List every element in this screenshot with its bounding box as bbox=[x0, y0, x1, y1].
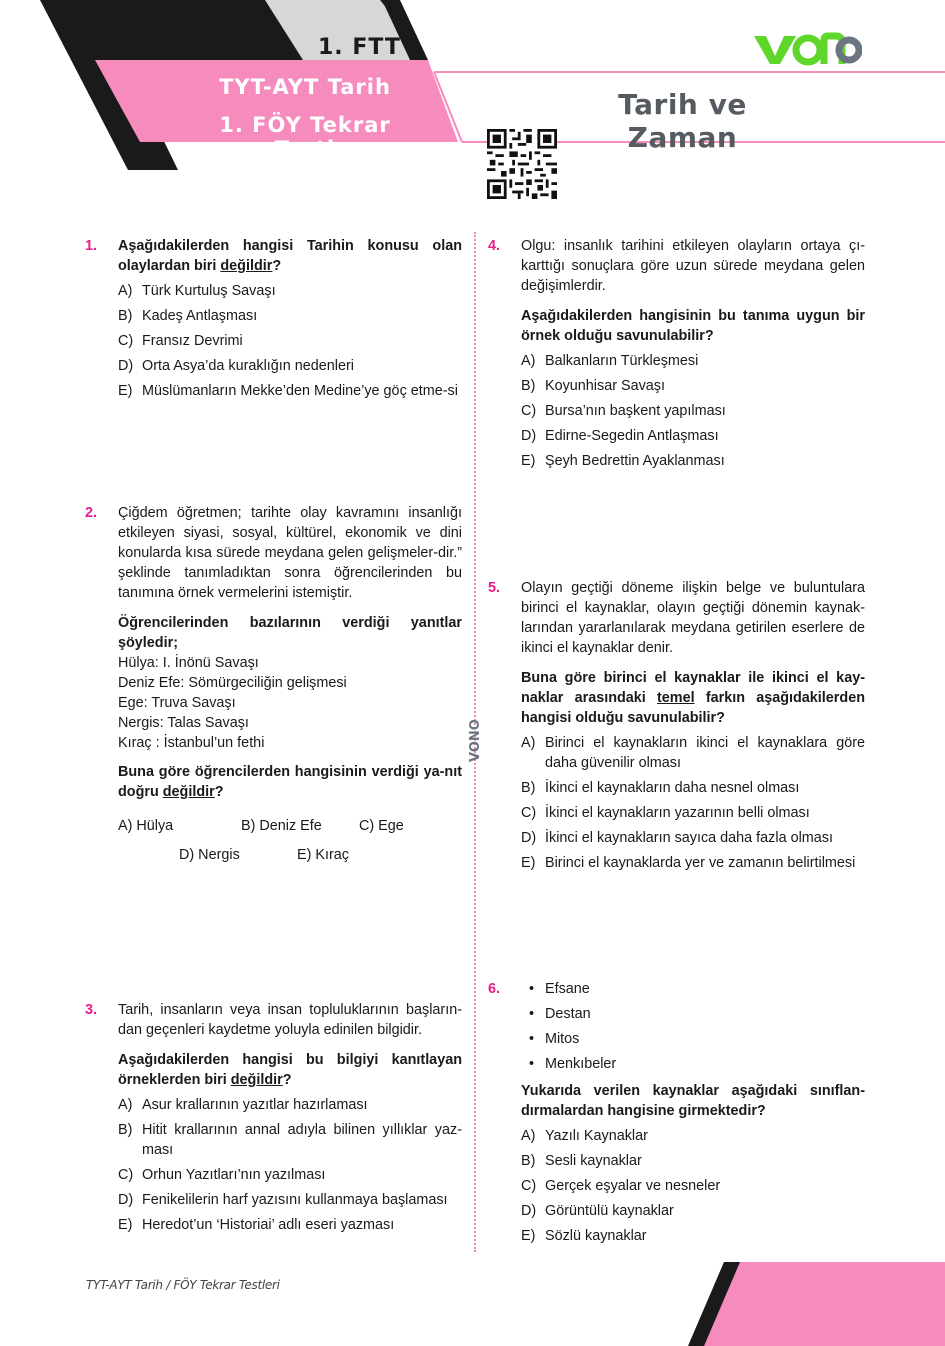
option-letter: E) bbox=[521, 453, 536, 469]
option-letter: C) bbox=[118, 1167, 134, 1183]
question-intro: Tarih, insanların veya insan topluluklarının başların-dan geçenleri kaydetme yoluyla edinilen bilgidir. bbox=[118, 1002, 462, 1038]
side-logo: VONO bbox=[468, 719, 483, 762]
question-intro: Olayın geçtiği döneme ilişkin belge ve buluntulara birinci el kaynaklar, olayın geçtiği dönemin kaynak-larından yararlanılarak meydana getirilen eserlere de ikinci el kaynaklar denir. bbox=[521, 580, 865, 656]
option-c[interactable] bbox=[521, 803, 865, 823]
source-item: • Efsane bbox=[521, 979, 865, 999]
option-letter: D) bbox=[118, 1192, 134, 1208]
option-b[interactable] bbox=[521, 376, 865, 396]
question-number: 5. bbox=[488, 580, 501, 596]
footer-corner-graphics bbox=[680, 1262, 945, 1346]
option-text: Bursa’nın başkent yapılması bbox=[545, 403, 726, 419]
question-3 bbox=[85, 1000, 462, 1235]
option-letter: B) bbox=[521, 780, 536, 796]
student-answer-4: Nergis: Talas Savaşı bbox=[118, 715, 249, 731]
option-a[interactable] bbox=[521, 733, 865, 773]
option-text: Heredot’un ‘Historiai’ adlı eseri yazması bbox=[142, 1217, 395, 1233]
question-intro: Olgu: insanlık tarihini etkileyen olayların ortaya çı-karttığı sonuçlara göre uzun sürede meydana gelen değişimlerdir. bbox=[521, 238, 865, 294]
stem-emphasis: değildir bbox=[162, 784, 215, 800]
option-text: Orta Asya’da kuraklığın nedenleri bbox=[142, 358, 354, 374]
question-number: 6. bbox=[488, 981, 501, 997]
option-text: Şeyh Bedrettin Ayaklanması bbox=[545, 453, 725, 469]
question-stem bbox=[521, 668, 865, 728]
option-letter: B) bbox=[118, 308, 133, 324]
stem-text: Buna göre birinci el kaynaklar ile ikinci el kay-naklar arasındaki bbox=[521, 670, 865, 706]
option-text: İkinci el kaynakların sayıca daha fazla olması bbox=[545, 830, 833, 846]
option-b[interactable]: B) Deniz Efe bbox=[241, 818, 322, 834]
vono-logo-mark bbox=[752, 28, 862, 70]
option-text: Kadeş Antlaşması bbox=[142, 308, 258, 324]
question-stem bbox=[118, 236, 462, 276]
option-letter: D) bbox=[521, 428, 537, 444]
option-d[interactable] bbox=[118, 356, 462, 376]
option-d[interactable]: D) Nergis bbox=[179, 847, 240, 863]
option-text: Türk Kurtuluş Savaşı bbox=[142, 283, 276, 299]
option-a[interactable] bbox=[118, 1095, 462, 1115]
stem-end: ? bbox=[272, 258, 282, 274]
stem-emphasis: değildir bbox=[230, 1072, 283, 1088]
option-letter: E) bbox=[521, 1228, 536, 1244]
stem-text: Buna göre öğrencilerden hangisinin verdiği ya-nıt doğru bbox=[118, 764, 462, 800]
option-d[interactable] bbox=[521, 426, 865, 446]
option-letter: C) bbox=[521, 805, 537, 821]
option-d[interactable] bbox=[521, 828, 865, 848]
source-item: • Mitos bbox=[521, 1029, 865, 1049]
option-letter: A) bbox=[521, 1128, 536, 1144]
option-b[interactable] bbox=[118, 306, 462, 326]
option-letter: A) bbox=[118, 1097, 133, 1113]
question-intro: Çiğdem öğretmen; tarihte olay kavramını insanlığı etkileyen siyasi, sosyal, kültürel, ekonomik ve dini konularda kısa sürede meydana gelen gelişmeler-dir.” şeklinde tanımladıktan sonra öğrencilerinden bu tanımına örnek vermelerini istemiştir. bbox=[118, 505, 462, 601]
option-letter: C) bbox=[521, 403, 537, 419]
banner-subtitle: 1. FÖY Tekrar Testi bbox=[219, 113, 391, 161]
option-letter: B) bbox=[521, 1153, 536, 1169]
vono-logo bbox=[752, 28, 862, 79]
option-a[interactable] bbox=[521, 351, 865, 371]
question-number: 2. bbox=[85, 505, 98, 521]
option-text: Balkanların Türkleşmesi bbox=[545, 353, 699, 369]
stem-end: farkın aşağıdakilerden hangisi olduğu savunulabilir? bbox=[521, 690, 865, 726]
question-4 bbox=[488, 236, 865, 471]
option-letter: A) bbox=[521, 735, 536, 751]
footer-text: TYT-AYT Tarih / FÖY Tekrar Testleri bbox=[86, 1278, 280, 1292]
option-letter: E) bbox=[118, 1217, 133, 1233]
test-code: 1. FTT bbox=[318, 35, 401, 60]
option-text: İkinci el kaynakların daha nesnel olması bbox=[545, 780, 800, 796]
option-c[interactable] bbox=[521, 401, 865, 421]
option-letter: C) bbox=[118, 333, 134, 349]
stem-text: Aşağıdakilerden hangisi Tarihin konusu olan olaylardan biri bbox=[118, 238, 462, 274]
pink-corner bbox=[700, 1262, 945, 1346]
source-item: • Destan bbox=[521, 1004, 865, 1024]
stem-emphasis: değildir bbox=[220, 258, 273, 274]
question-stem bbox=[118, 1050, 462, 1090]
question-1 bbox=[85, 236, 462, 401]
option-e[interactable] bbox=[521, 853, 865, 873]
option-a[interactable] bbox=[118, 281, 462, 301]
question-lead: Öğrencilerinden bazılarının verdiği yanıtlar şöyledir; bbox=[118, 615, 462, 651]
student-answer-3: Ege: Truva Savaşı bbox=[118, 695, 236, 711]
qr-code[interactable] bbox=[487, 129, 557, 199]
question-number: 1. bbox=[85, 238, 98, 254]
option-text: Fransız Devrimi bbox=[142, 333, 243, 349]
option-text: Yazılı Kaynaklar bbox=[545, 1128, 648, 1144]
stem-end: ? bbox=[282, 1072, 292, 1088]
option-text: İkinci el kaynakların yazarının belli olması bbox=[545, 805, 810, 821]
options-row-1 bbox=[118, 816, 462, 836]
option-text: Asur krallarının yazıtlar hazırlaması bbox=[142, 1097, 368, 1113]
option-b[interactable] bbox=[521, 778, 865, 798]
option-text: Sesli kaynaklar bbox=[545, 1153, 642, 1169]
topic-title: Tarih ve Zaman bbox=[618, 88, 747, 154]
option-d[interactable] bbox=[521, 1201, 865, 1221]
option-e[interactable] bbox=[118, 381, 462, 401]
banner-title: TYT-AYT Tarih bbox=[219, 75, 391, 99]
option-letter: B) bbox=[521, 378, 536, 394]
option-letter: E) bbox=[521, 855, 536, 871]
option-text: Sözlü kaynaklar bbox=[545, 1228, 647, 1244]
option-letter: E) bbox=[118, 383, 133, 399]
options-row-2 bbox=[118, 845, 462, 865]
source-item: • Menkıbeler bbox=[521, 1054, 865, 1074]
question-number: 3. bbox=[85, 1002, 98, 1018]
option-text: Fenikelilerin harf yazısını kullanmaya başlaması bbox=[142, 1192, 448, 1208]
option-text: Birinci el kaynaklarda yer ve zamanın belirtilmesi bbox=[545, 855, 856, 871]
option-e[interactable]: E) Kıraç bbox=[297, 847, 349, 863]
option-c[interactable] bbox=[118, 1165, 462, 1185]
option-letter: D) bbox=[521, 1203, 537, 1219]
student-answer-1: Hülya: I. İnönü Savaşı bbox=[118, 655, 259, 671]
stem-text: Aşağıdakilerden hangisi bu bilgiyi kanıtlayan örneklerden biri bbox=[118, 1052, 462, 1088]
option-letter: A) bbox=[521, 353, 536, 369]
option-a[interactable]: A) Hülya bbox=[118, 818, 174, 834]
option-letter: D) bbox=[118, 358, 134, 374]
option-d[interactable] bbox=[118, 1190, 462, 1210]
option-c[interactable] bbox=[118, 331, 462, 351]
question-5 bbox=[488, 578, 865, 873]
option-e[interactable] bbox=[118, 1215, 462, 1235]
stem-end: ? bbox=[214, 784, 224, 800]
option-text: Görüntülü kaynaklar bbox=[545, 1203, 674, 1219]
option-c[interactable] bbox=[521, 1176, 865, 1196]
option-text: Hitit krallarının annal adıyla bilinen yıllıklar yaz-ması bbox=[142, 1122, 462, 1158]
option-letter: D) bbox=[521, 830, 537, 846]
question-stem bbox=[118, 762, 462, 802]
option-e[interactable] bbox=[521, 1226, 865, 1246]
student-answer-2: Deniz Efe: Sömürgeciliğin gelişmesi bbox=[118, 675, 347, 691]
question-stem: Yukarıda verilen kaynaklar aşağıdaki sınıflan-dırmalardan hangisine girmektedir? bbox=[521, 1083, 865, 1119]
student-answer-5: Kıraç : İstanbul’un fethi bbox=[118, 735, 265, 751]
option-text: Gerçek eşyalar ve nesneler bbox=[545, 1178, 721, 1194]
question-number: 4. bbox=[488, 238, 501, 254]
option-text: Koyunhisar Savaşı bbox=[545, 378, 665, 394]
option-e[interactable] bbox=[521, 451, 865, 471]
stem-emphasis: temel bbox=[657, 690, 695, 706]
option-text: Orhun Yazıtları’nın yazılması bbox=[142, 1167, 326, 1183]
option-b[interactable] bbox=[118, 1120, 462, 1160]
option-letter: A) bbox=[118, 283, 133, 299]
option-a[interactable] bbox=[521, 1126, 865, 1146]
question-2 bbox=[85, 503, 462, 865]
option-text: Müslümanların Mekke’den Medine’ye göç etme-si bbox=[142, 383, 458, 399]
option-letter: C) bbox=[521, 1178, 537, 1194]
question-stem: Aşağıdakilerden hangisinin bu tanıma uygun bir örnek olduğu savunulabilir? bbox=[521, 308, 865, 344]
option-letter: B) bbox=[118, 1122, 133, 1138]
option-text: Edirne-Segedin Antlaşması bbox=[545, 428, 719, 444]
question-6 bbox=[488, 979, 865, 1246]
option-text: Birinci el kaynakların ikinci el kaynaklara göre daha güvenilir olması bbox=[545, 735, 865, 771]
option-c[interactable]: C) Ege bbox=[359, 818, 404, 834]
option-b[interactable] bbox=[521, 1151, 865, 1171]
